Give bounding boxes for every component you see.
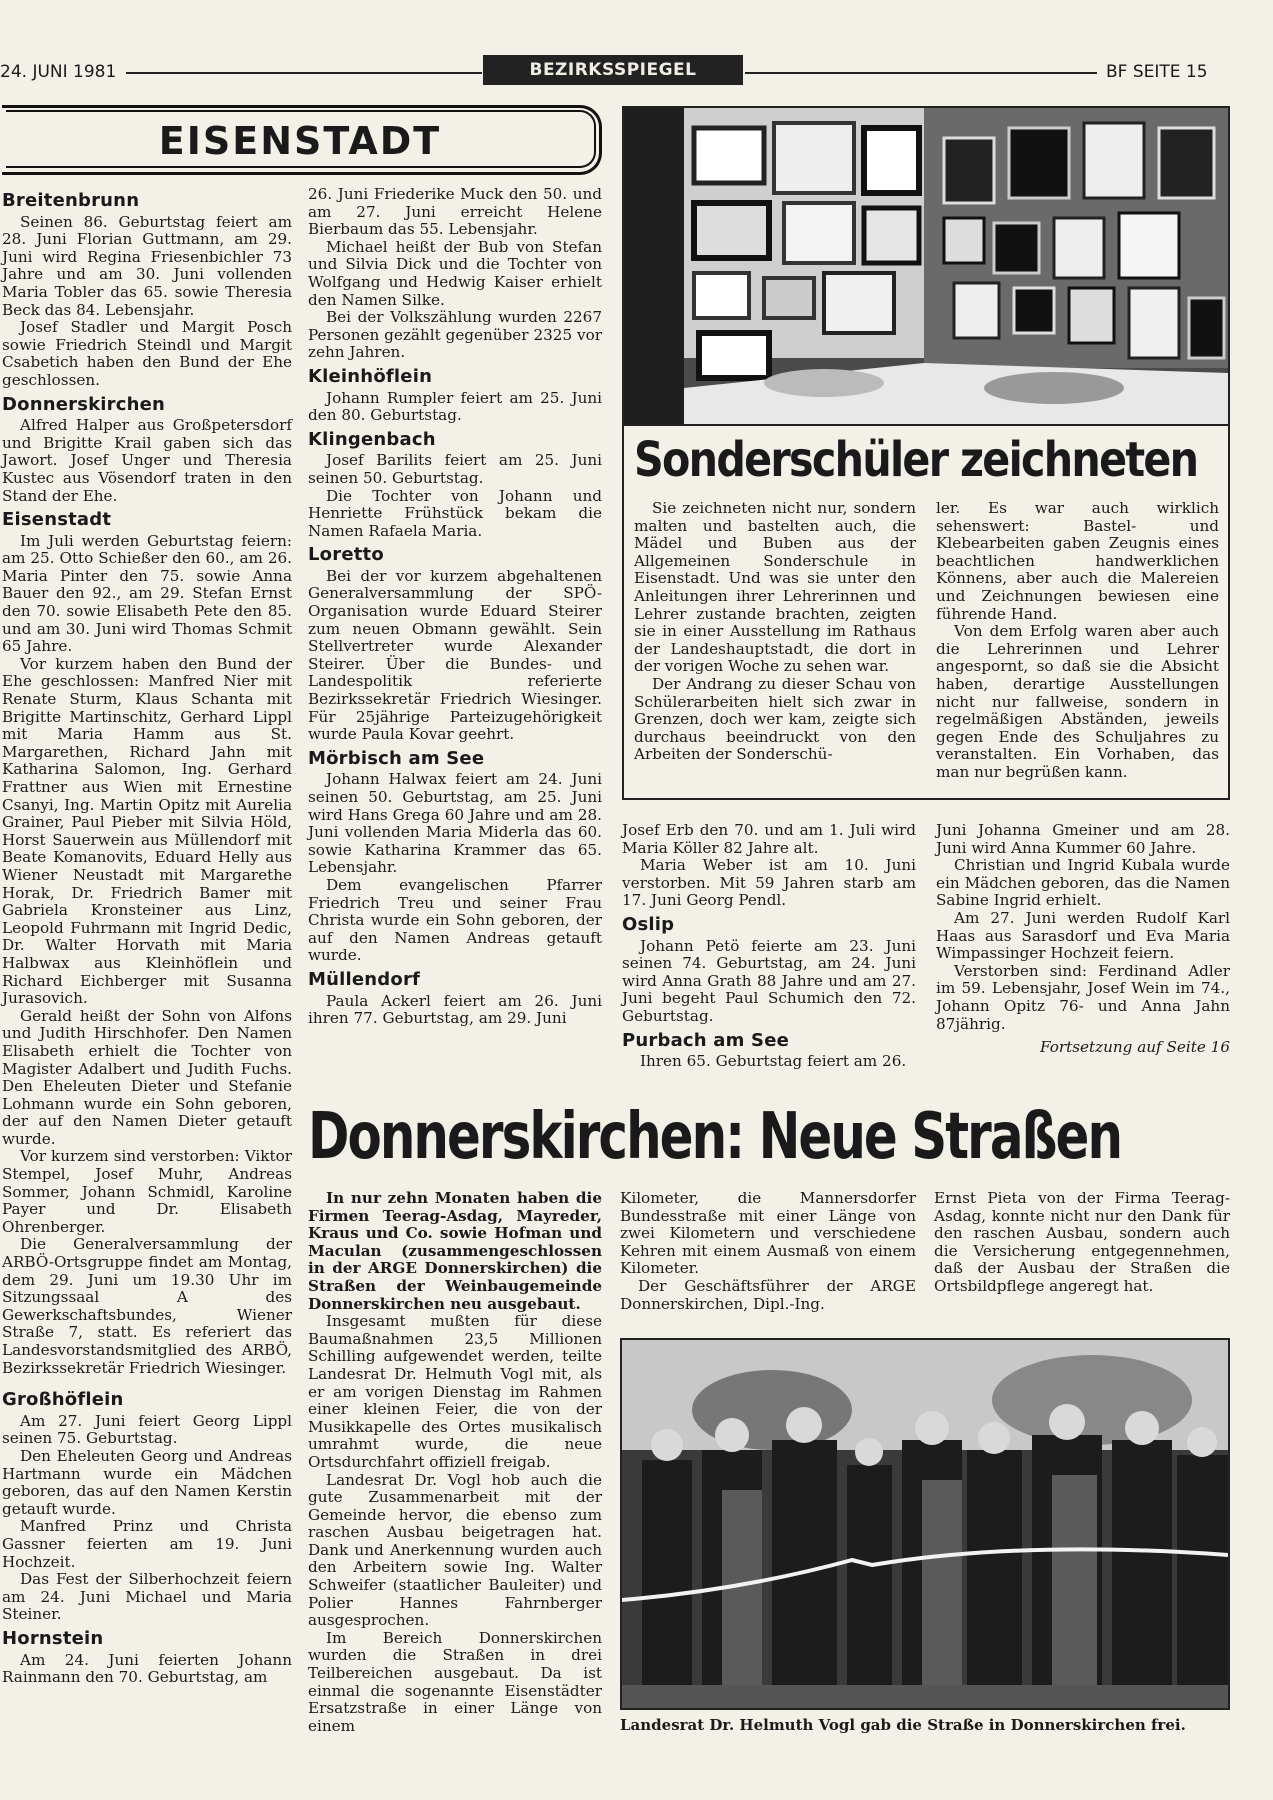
place-heading: Klingenbach — [308, 428, 436, 450]
article-paragraph: Ihren 65. Geburtstag feiert am 26. — [640, 1052, 907, 1071]
article-paragraph: Kilometer, die Mannersdorfer Bundesstraße mit einer Länge von zwei Kilometern und verschiedene Kehren mit einem Ausmaß von einem Kilometer. — [620, 1189, 916, 1278]
article-paragraph: Im Juli werden Geburtstag feiern: am 25. Otto Schießer den 60., am 26. Maria Pinter den 75. sowie Anna Bauer den 92., am 29. Stefan Ernst den 70. sowie Elisabeth Pete den 85. und am 30. Juni wird Thomas Schmit 65 Jahre. — [2, 531, 292, 656]
article-paragraph: Ernst Pieta von der Firma Teerag-Asdag, konnte nicht nur den Dank für den raschen Ausbau, sondern auch die Versicherung entgegennehmen, daß der Ausbau der Straßen die Ortsbildpflege angeregt hat. — [934, 1189, 1230, 1295]
section-title: BEZIRKSSPIEGEL — [488, 60, 738, 80]
photo-caption: Landesrat Dr. Helmuth Vogl gab die Straße in Donnerskirchen frei. — [620, 1716, 1186, 1734]
article-paragraph: Christian und Ingrid Kubala wurde ein Mädchen geboren, das die Namen Sabine Ingrid erhielt. — [936, 856, 1230, 910]
article-paragraph: Bei der vor kurzem abgehaltenen Generalversammlung der SPÖ-Organisation wurde Eduard Steirer zum neuen Obmann gewählt. Sein Stellvertreter wurde Alexander Steirer. Über die Bundes- und Landespolitik referierte Bezirkssekretär Friedrich Wiesinger. Für 25jährige Parteizugehörigkeit wurde Paula Kovar geehrt. — [308, 566, 602, 744]
article-paragraph: Insgesamt mußten für diese Baumaßnahmen 23,5 Millionen Schilling aufgewendet werden, teilte Landesrat Dr. Helmuth Vogl mit, als er am vorigen Dienstag im Rahmen einer kleinen Feier, die von der Musikkapelle des Ortes musikalisch umrahmt wurde, die neue Ortsdurchfahrt offiziell freigab. — [308, 1312, 602, 1471]
article-paragraph: Maria Weber ist am 10. Juni verstorben. Mit 59 Jahren starb am 17. Juni Georg Pendl. — [622, 856, 916, 910]
donners-column-b — [620, 1190, 916, 1313]
article-paragraph: Josef Stadler und Margit Posch sowie Friedrich Steindl und Margit Csabetich haben den Bund der Ehe geschlossen. — [2, 318, 292, 389]
place-heading: Mörbisch am See — [308, 747, 485, 769]
sonder-column-left — [634, 500, 916, 764]
article-paragraph: Am 24. Juni feierten Johann Rainmann den 70. Geburtstag, am — [2, 1650, 292, 1687]
article-paragraph: Die Generalversammlung der ARBÖ-Ortsgruppe findet am Montag, dem 29. Juni um 19.30 Uhr im Sitzungssaal A des Gewerkschaftsbundes, Wiener Straße 7, statt. Es referiert das Landesvorstandsmitglied des ARBÖ, Bezirkssekretär Friedrich Wiesinger. — [2, 1235, 292, 1377]
article-paragraph: Am 27. Juni werden Rudolf Karl Haas aus Sarasdorf und Eva Maria Wimpassinger Hochzeit feiern. — [936, 908, 1230, 963]
article-paragraph: Juni Johanna Gmeiner und am 28. Juni wird Anna Kummer 60 Jahre. — [936, 821, 1230, 857]
place-heading: Eisenstadt — [2, 509, 112, 531]
article-paragraph: Der Geschäftsführer der ARGE Donnerskirchen, Dipl.-Ing. — [620, 1276, 916, 1313]
article-paragraph: Die Tochter von Johann und Henriette Frühstück bekam die Namen Rafaela Maria. — [308, 486, 602, 540]
article-paragraph: Vor kurzem sind verstorben: Viktor Stempel, Josef Muhr, Andreas Sommer, Johann Schmidl, Karoline Payer und Dr. Elisabeth Ohrenberger. — [2, 1147, 292, 1236]
article-paragraph: Paula Ackerl feiert am 26. Juni ihren 77. Geburtstag, am 29. Juni — [308, 991, 602, 1028]
article-paragraph: Am 27. Juni feiert Georg Lippl seinen 75. Geburtstag. — [2, 1411, 292, 1448]
exhibition-illustration — [624, 108, 1228, 424]
place-heading: Hornstein — [2, 1627, 104, 1649]
sonder-column-right — [936, 500, 1219, 782]
place-heading: Oslip — [622, 913, 675, 935]
place-heading: Donnerskirchen — [2, 393, 166, 415]
article-paragraph: Vor kurzem haben den Bund der Ehe geschlossen: Manfred Nier mit Renate Sturm, Klaus Schanta mit Brigitte Martinschitz, Gerhard Lippl mit Maria Hamm aus St. Margarethen, Richard Jahn mit Katharina Salomon, Ing. Gerhard Frattner aus Wien mit Ernestine Csanyi, Ing. Martin Opitz mit Aurelia Grainer, Paul Pieber mit Silvia Höld, Horst Sauerwein aus Müllendorf mit Beate Komanovits, Eduard Helly aus Wiener Neustadt mit Margarethe Horak, Dr. Friedrich Bamer mit Gabriela Kronsteiner aus Linz, Leopold Fuhrmann mit Ingrid Dedic, Dr. Walter Horvath mit Maria Halbwax aus Kleinhöflein und Richard Eichberger mit Susanna Jurasovich. — [2, 654, 292, 1008]
article-paragraph: Bei der Volkszählung wurden 2267 Personen gezählt gegenüber 2325 vor zehn Jahren. — [308, 308, 602, 362]
article-paragraph: Den Eheleuten Georg und Andreas Hartmann wurde ein Mädchen geboren, das auf den Namen Kerstin getauft wurde. — [2, 1446, 292, 1518]
header-date: 24. JUNI 1981 — [0, 62, 117, 82]
article-lead: In nur zehn Monaten haben die Firmen Teerag-Asdag, Mayreder, Kraus und Co. sowie Hofman und Maculan (zusammengeschlossen in der ARGE Donnerskirchen) die Straßen der Weinbaugemeinde Donnerskirchen neu ausgebaut. — [308, 1189, 602, 1313]
article-paragraph: ler. Es war auch wirklich sehenswert: Bastel- und Klebearbeiten gaben Zeugnis eines beachtlichen handwerklichen Könnens, aber auch die Malereien und Zeichnungen bewiesen eine führende Hand. — [936, 499, 1219, 623]
article-paragraph: Sie zeichneten nicht nur, sondern malten und bastelten auch, die Mädel und Buben aus der Allgemeinen Sonderschule in Eisenstadt. Und was sie unter den Anleitungen ihrer Lehrerinnen und Lehrer zustande brachten, zeigten sie in einer Ausstellung im Rathaus der Landeshauptstadt, die dort in der vorigen Woche zu sehen war. — [634, 499, 916, 676]
ribbon-cutting-photo — [620, 1338, 1230, 1710]
article-paragraph: Johann Rumpler feiert am 25. Juni den 80. Geburtstag. — [308, 388, 602, 425]
article-paragraph: Landesrat Dr. Vogl hob auch die gute Zusammenarbeit mit der Gemeinde hervor, die ebenso zum raschen Ausbau beigetragen hat. Dank und Anerkennung wurden auch den Arbeitern sowie Ing. Walter Schweifer (staatlicher Bauleiter) und Polier Hannes Fahrnberger ausgesprochen. — [308, 1470, 602, 1630]
article-paragraph: Alfred Halper aus Großpetersdorf und Brigitte Krail gaben sich das Jawort. Josef Unger und Theresia Kustec aus Vösendorf traten in den Stand der Ehe. — [2, 416, 292, 505]
eisenstadt-inner-frame — [6, 110, 596, 168]
article-paragraph: Das Fest der Silberhochzeit feiern am 24. Juni Michael und Maria Steiner. — [2, 1570, 292, 1624]
article-paragraph: Josef Erb den 70. und am 1. Juli wird Maria Köller 82 Jahre alt. — [622, 821, 916, 857]
ribbon-cutting-illustration — [622, 1340, 1228, 1708]
section-heading-eisenstadt: EISENSTADT — [158, 119, 442, 163]
column-4 — [936, 822, 1230, 1057]
header-rule-right — [745, 72, 1097, 74]
place-heading: Kleinhöflein — [308, 365, 433, 387]
article-paragraph: Gerald heißt der Sohn von Alfons und Judith Hirschhofer. Den Namen Elisabeth erhielt die Tochter von Magister Adalbert und Judith Fuchs. Den Eheleuten Dieter und Stefanie Lohmann wurde ein Sohn geboren, der auf den Namen Dieter getauft wurde. — [2, 1006, 292, 1148]
article-paragraph: Manfred Prinz und Christa Gassner feierten am 19. Juni Hochzeit. — [2, 1517, 292, 1571]
section-banner — [483, 55, 743, 85]
donnerskirchen-headline: Donnerskirchen: Neue Straßen — [308, 1100, 1122, 1174]
article-paragraph: Der Andrang zu dieser Schau von Schülerarbeiten hielt sich zwar in Grenzen, doch wer kam, zeigte sich durchaus beeindruckt von den Arbeiten der Sonderschü- — [634, 674, 916, 764]
donners-column-a — [308, 1190, 602, 1735]
place-heading: Müllendorf — [308, 968, 421, 990]
header-rule-left — [126, 72, 482, 74]
exhibition-photo — [622, 106, 1230, 426]
article-paragraph: Dem evangelischen Pfarrer Friedrich Treu und seiner Frau Christa wurde ein Sohn geboren, der auf den Namen Andreas getauft wurde. — [308, 875, 602, 965]
article-paragraph: Im Bereich Donnerskirchen wurden die Straßen in drei Teilbereichen ausgebaut. Da ist einmal die sogenannte Eisenstädter Ersatzstraße in einer Länge von einem — [308, 1628, 602, 1735]
place-heading: Breitenbrunn — [2, 190, 140, 211]
place-heading: Purbach am See — [622, 1029, 790, 1051]
place-heading: Loretto — [308, 544, 384, 566]
sonder-headline: Sonderschüler zeichneten — [634, 432, 1198, 488]
article-paragraph: Josef Barilits feiert am 25. Juni seinen 50. Geburtstag. — [308, 451, 602, 487]
article-paragraph: Seinen 86. Geburtstag feiert am 28. Juni Florian Guttmann, am 29. Juni wird Regina Friesenbichler 73 Jahre und am 30. Juni vollenden Maria Tobler das 65. sowie Theresia Beck das 84. Lebensjahr. — [2, 212, 292, 319]
place-heading: Großhöflein — [2, 1389, 124, 1411]
donners-column-c — [934, 1190, 1230, 1296]
page-number: BF SEITE 15 — [1106, 62, 1208, 82]
column-3 — [622, 822, 916, 1071]
column-2 — [308, 186, 602, 1028]
article-paragraph: Johann Petö feierte am 23. Juni seinen 74. Geburtstag, am 24. Juni wird Anna Grath 88 Jahre und am 27. Juni begeht Paul Schumich den 72. Geburtstag. — [622, 936, 916, 1025]
article-paragraph: Verstorben sind: Ferdinand Adler im 59. Lebensjahr, Josef Wein im 74., Johann Opitz 76- und Anna Jahn 87jährig. — [936, 961, 1230, 1033]
article-paragraph: Von dem Erfolg waren aber auch die Lehrerinnen und Lehrer angespornt, so daß sie die Absicht haben, derartige Ausstellungen nicht nur fallweise, sondern in regelmäßigen Abständen, jeweils gegen Ende des Schuljahres zu veranstalten. Ein Vorhaben, das man nur begrüßen kann. — [936, 622, 1219, 781]
continuation-note: Fortsetzung auf Seite 16 — [1040, 1038, 1230, 1057]
article-paragraph: 26. Juni Friederike Muck den 50. und am 27. Juni erreicht Helene Bierbaum das 55. Lebensjahr. — [308, 185, 602, 239]
article-paragraph: Johann Halwax feiert am 24. Juni seinen 50. Geburtstag, am 25. Juni wird Hans Grega 60 Jahre und am 28. Juni vollenden Maria Miderla das 60. sowie Katharina Krammer das 65. Lebensjahr. — [308, 770, 602, 877]
article-paragraph: Michael heißt der Bub von Stefan und Silvia Dick und die Tochter von Wolfgang und Hedwig Kaiser erhielt den Namen Silke. — [308, 237, 602, 309]
column-1 — [2, 186, 292, 1687]
